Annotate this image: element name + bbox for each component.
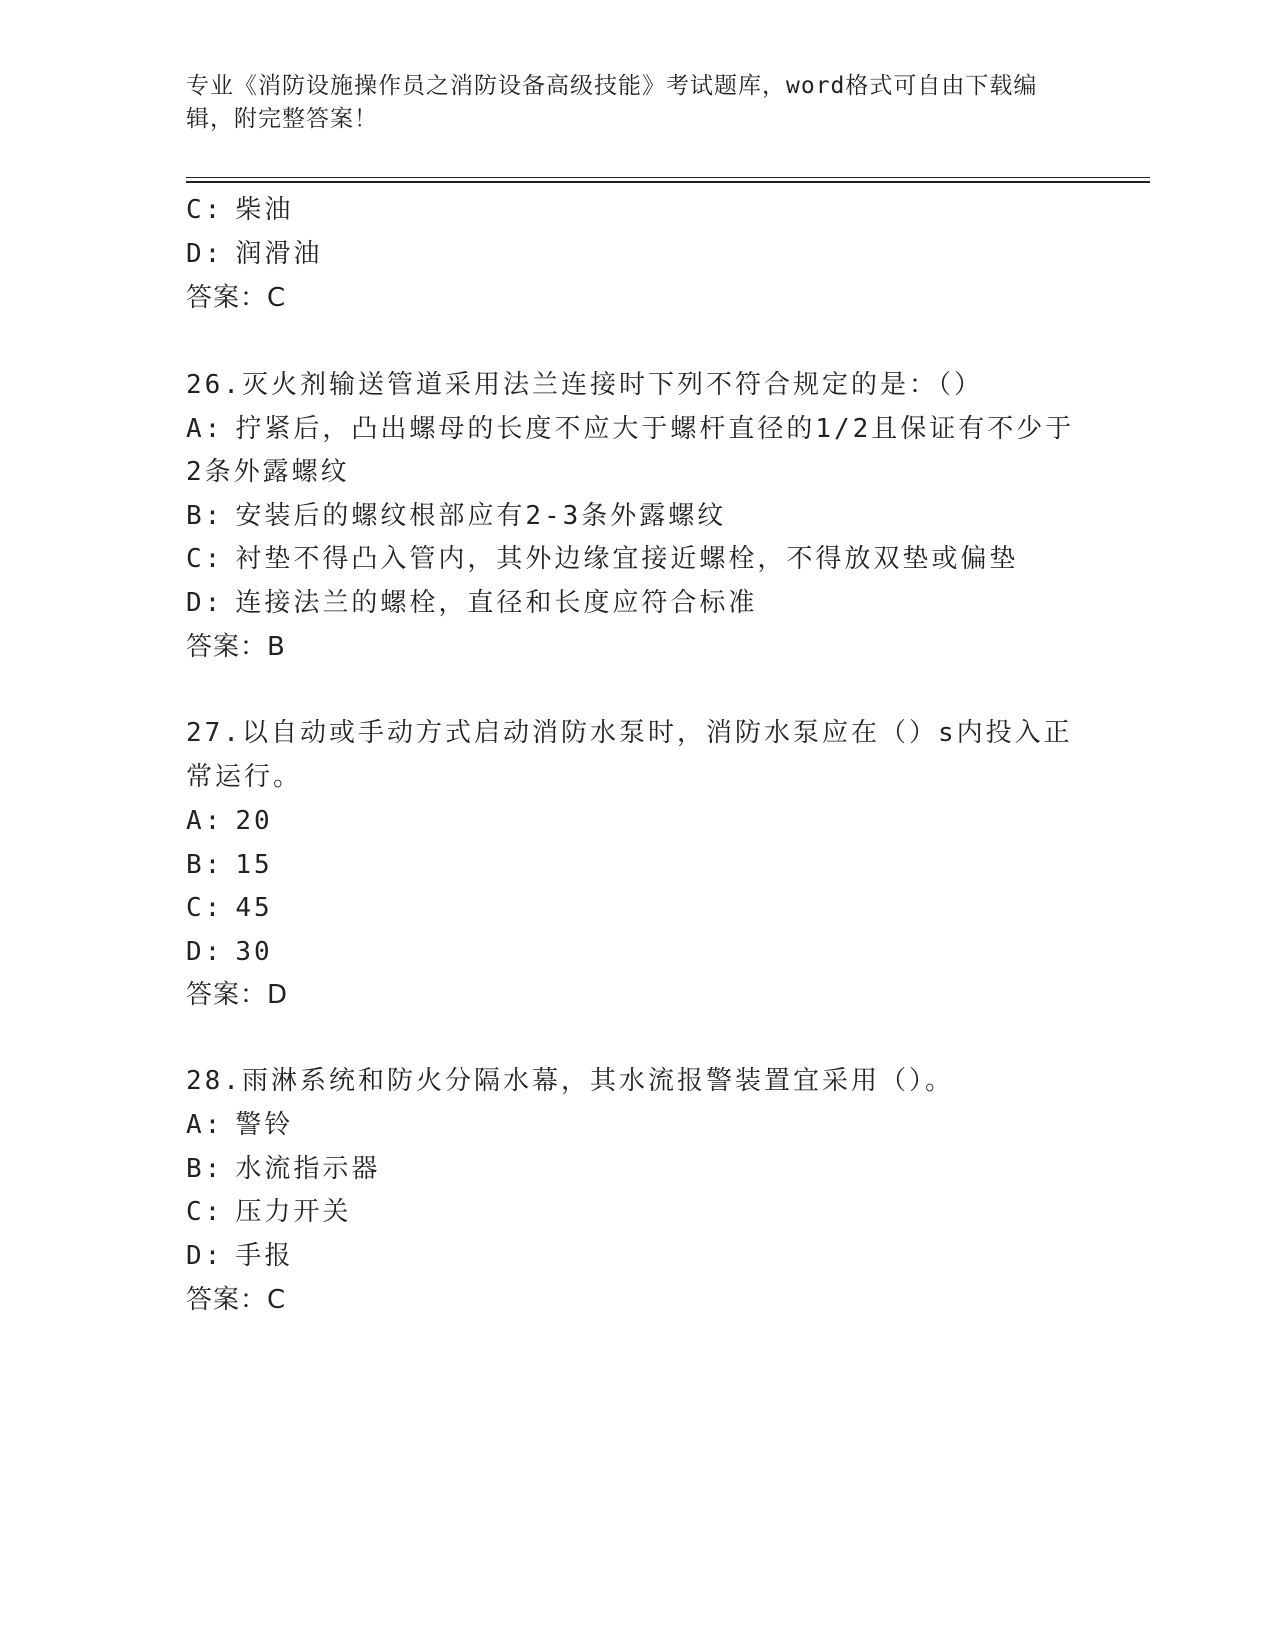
option-text: 水流指示器 bbox=[235, 1154, 381, 1184]
option-label: B: bbox=[186, 850, 224, 880]
option-label: D: bbox=[186, 588, 224, 618]
option-row bbox=[186, 195, 293, 225]
option-text: 压力开关 bbox=[235, 1197, 352, 1227]
option-text: 15 bbox=[235, 850, 273, 880]
option-label: C: bbox=[186, 195, 224, 225]
question-stem-continuation: 常运行。 bbox=[186, 762, 303, 792]
option-row bbox=[186, 850, 273, 880]
answer-line: 答案：B bbox=[186, 632, 286, 662]
option-text: 拧紧后，凸出螺母的长度不应大于螺杆直径的1/2且保证有不少于 bbox=[235, 414, 1075, 444]
document-header: 专业《消防设施操作员之消防设备高级技能》考试题库，word格式可自由下载编辑，附完整答案！ bbox=[186, 73, 1038, 132]
option-label: D: bbox=[186, 239, 224, 269]
header-divider-thick bbox=[186, 181, 1150, 183]
option-label: D: bbox=[186, 937, 224, 967]
option-row bbox=[186, 544, 1018, 574]
option-row bbox=[186, 1110, 293, 1140]
option-text: 安装后的螺纹根部应有2-3条外露螺纹 bbox=[235, 501, 727, 531]
option-text: 警铃 bbox=[235, 1110, 294, 1140]
option-label: C: bbox=[186, 544, 224, 574]
option-row bbox=[186, 1241, 293, 1271]
option-row bbox=[186, 588, 757, 618]
header-divider-thin bbox=[186, 177, 1150, 178]
answer-line: 答案：C bbox=[186, 1285, 287, 1315]
question-stem: 26.灭火剂输送管道采用法兰连接时下列不符合规定的是：（） bbox=[186, 370, 983, 400]
option-label: B: bbox=[186, 501, 224, 531]
option-label: C: bbox=[186, 893, 224, 923]
option-text: 衬垫不得凸入管内，其外边缘宜接近螺栓，不得放双垫或偏垫 bbox=[235, 544, 1019, 574]
answer-line: 答案：C bbox=[186, 283, 287, 313]
option-label: A: bbox=[186, 806, 224, 836]
option-row bbox=[186, 1154, 380, 1184]
option-text: 20 bbox=[235, 806, 273, 836]
option-row bbox=[186, 239, 322, 269]
option-text: 手报 bbox=[235, 1241, 294, 1271]
option-label: B: bbox=[186, 1154, 224, 1184]
option-text: 连接法兰的螺栓，直径和长度应符合标准 bbox=[235, 588, 758, 618]
option-continuation: 2条外露螺纹 bbox=[186, 457, 350, 487]
option-label: C: bbox=[186, 1197, 224, 1227]
option-label: D: bbox=[186, 1241, 224, 1271]
option-text: 30 bbox=[235, 937, 273, 967]
question-stem: 28.雨淋系统和防火分隔水幕，其水流报警装置宜采用（）。 bbox=[186, 1066, 954, 1096]
option-label: A: bbox=[186, 1110, 224, 1140]
option-row bbox=[186, 806, 273, 836]
option-row bbox=[186, 414, 1074, 444]
option-row bbox=[186, 893, 273, 923]
option-row bbox=[186, 1197, 351, 1227]
option-label: A: bbox=[186, 414, 224, 444]
option-text: 45 bbox=[235, 893, 273, 923]
option-text: 润滑油 bbox=[235, 239, 323, 269]
question-stem: 27.以自动或手动方式启动消防水泵时，消防水泵应在（）s内投入正 bbox=[186, 718, 1073, 748]
option-row bbox=[186, 937, 273, 967]
option-row bbox=[186, 501, 726, 531]
option-text: 柴油 bbox=[235, 195, 294, 225]
answer-line: 答案：D bbox=[186, 980, 289, 1010]
